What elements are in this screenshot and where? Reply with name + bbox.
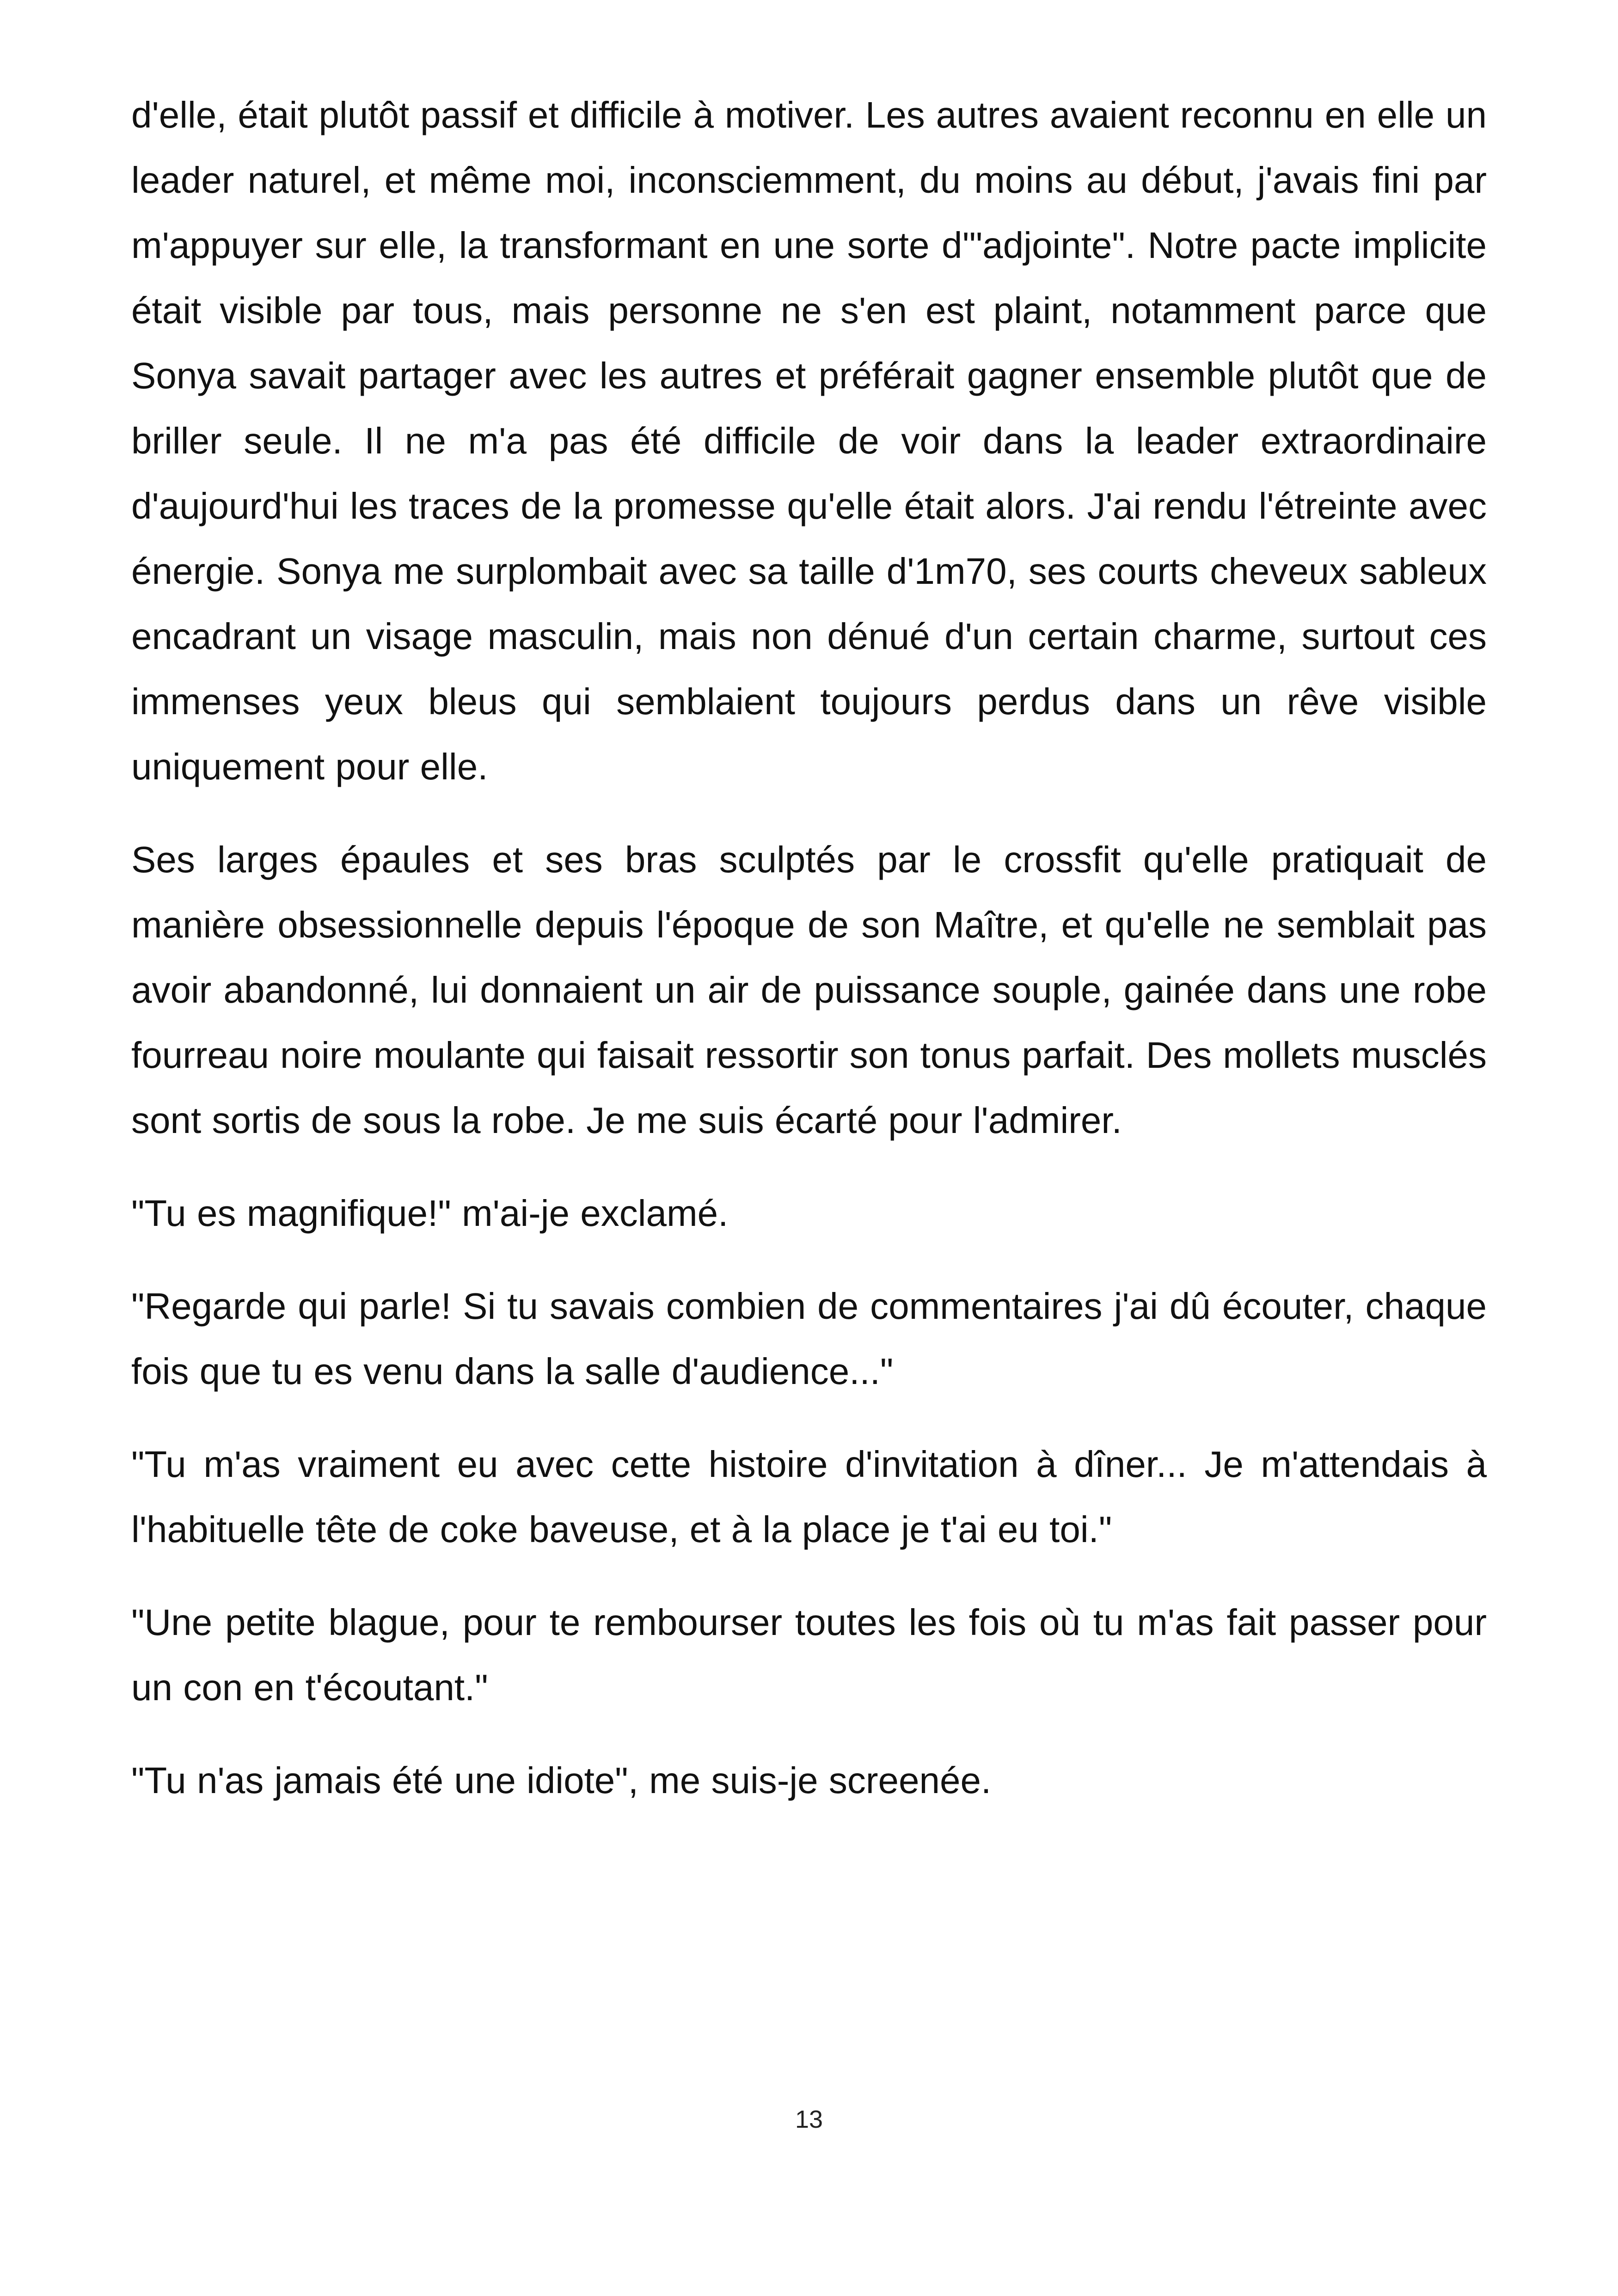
paragraph: "Regarde qui parle! Si tu savais combien de commentaires j'ai dû écouter, chaque fois que tu es venu dans la salle d'audience..." [131, 1286, 1487, 1392]
paragraph: Ses larges épaules et ses bras sculptés par le crossfit qu'elle pratiquait de manière obsessionnelle depuis l'époque de son Maître, et qu'elle ne semblait pas avoir abandonné, lui donnaient un air de puissance souple, gainée dans une robe fourreau noire moulante qui faisait ressortir son tonus parfait. Des mollets musclés sont sortis de sous la robe. Je me suis écarté pour l'admirer. [131, 839, 1487, 1141]
paragraph: "Tu es magnifique!" m'ai-je exclamé. [131, 1193, 729, 1234]
paragraph: "Tu m'as vraiment eu avec cette histoire d'invitation à dîner... Je m'attendais à l'habituelle tête de coke baveuse, et à la place je t'ai eu toi." [131, 1444, 1487, 1550]
body-text [131, 82, 1487, 1841]
paragraph: "Une petite blague, pour te rembourser toutes les fois où tu m'as fait passer pour un con en t'écoutant." [131, 1602, 1487, 1708]
page-number: 13 [795, 2106, 823, 2133]
paragraph: "Tu n'as jamais été une idiote", me suis-je screenée. [131, 1760, 992, 1801]
paragraph: d'elle, était plutôt passif et difficile à motiver. Les autres avaient reconnu en elle un leader naturel, et même moi, inconsciemment, du moins au début, j'avais fini par m'appuyer sur elle, la transformant en une sorte d'"adjointe". Notre pacte implicite était visible par tous, mais personne ne s'en est plaint, notamment parce que Sonya savait partager avec les autres et préférait gagner ensemble plutôt que de briller seule. Il ne m'a pas été difficile de voir dans la leader extraordinaire d'aujourd'hui les traces de la promesse qu'elle était alors. J'ai rendu l'étreinte avec énergie. Sonya me surplombait avec sa taille d'1m70, ses courts cheveux sableux encadrant un visage masculin, mais non dénué d'un certain charme, surtout ces immenses yeux bleus qui semblaient toujours perdus dans un rêve visible uniquement pour elle. [131, 94, 1487, 787]
